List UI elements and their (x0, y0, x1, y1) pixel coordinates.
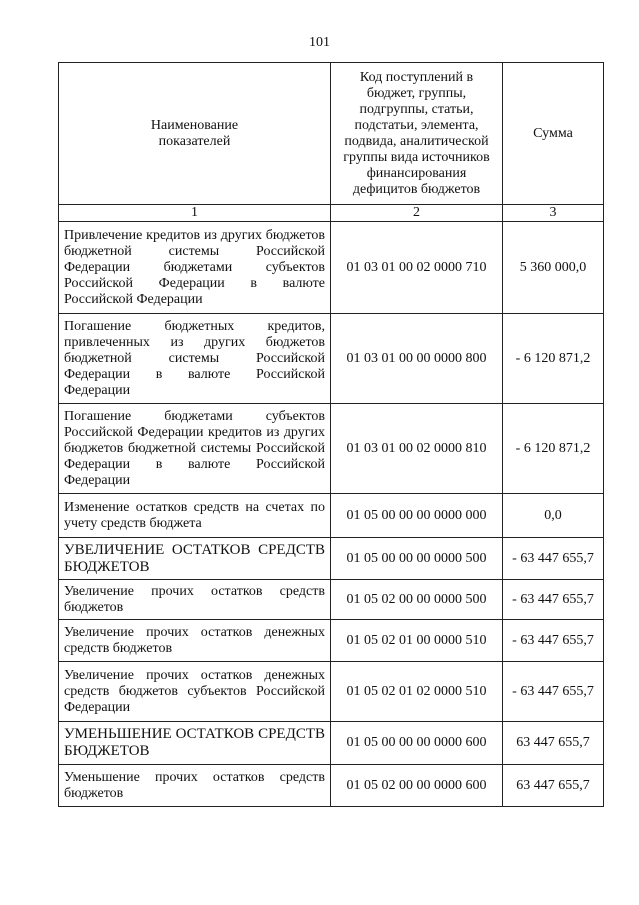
row-code: 01 05 00 00 00 0000 000 (331, 494, 503, 538)
row-sum: - 63 447 655,7 (503, 538, 604, 580)
row-code: 01 05 02 01 02 0000 510 (331, 662, 503, 722)
table-row (59, 404, 604, 494)
row-sum: - 6 120 871,2 (503, 314, 604, 404)
table-row (59, 222, 604, 314)
column-header-code: Код поступлений в бюджет, группы, подгруппы, статьи, подстатьи, элемента, подвида, аналитической группы вида источников финансирования дефицитов бюджетов (331, 63, 503, 205)
table-row (59, 580, 604, 620)
page-number: 101 (309, 35, 330, 50)
row-code: 01 03 01 00 02 0000 810 (331, 404, 503, 494)
row-name: Увеличение прочих остатков денежных средств бюджетов (59, 620, 331, 662)
row-code: 01 03 01 00 00 0000 800 (331, 314, 503, 404)
table-row (59, 314, 604, 404)
row-name: Увеличение прочих остатков средств бюджетов (59, 580, 331, 620)
row-sum: 63 447 655,7 (503, 765, 604, 807)
row-name: Увеличение прочих остатков денежных средств бюджетов субъектов Российской Федерации (59, 662, 331, 722)
row-name: Изменение остатков средств на счетах по учету средств бюджета (59, 494, 331, 538)
row-sum: - 6 120 871,2 (503, 404, 604, 494)
table-row (59, 722, 604, 765)
row-sum: - 63 447 655,7 (503, 580, 604, 620)
table-row (59, 538, 604, 580)
row-code: 01 05 02 00 00 0000 500 (331, 580, 503, 620)
table-row (59, 494, 604, 538)
column-header-name (59, 63, 331, 205)
row-name: Привлечение кредитов из других бюджетов бюджетной системы Российской Федерации бюджетами субъектов Российской Федерации в валюте Российской Федерации (59, 222, 331, 314)
row-name: УМЕНЬШЕНИЕ ОСТАТКОВ СРЕДСТВ БЮДЖЕТОВ (59, 722, 331, 765)
row-name: Погашение бюджетных кредитов, привлеченных из других бюджетов бюджетной системы Российской Федерации в валюте Российской Федерации (59, 314, 331, 404)
row-sum: - 63 447 655,7 (503, 620, 604, 662)
row-sum: - 63 447 655,7 (503, 662, 604, 722)
budget-sources-table (58, 62, 604, 807)
row-code: 01 03 01 00 02 0000 710 (331, 222, 503, 314)
row-code: 01 05 00 00 00 0000 500 (331, 538, 503, 580)
column-index-2: 2 (331, 205, 503, 222)
row-sum: 63 447 655,7 (503, 722, 604, 765)
table-header-row (59, 63, 604, 205)
row-sum: 5 360 000,0 (503, 222, 604, 314)
table-row (59, 620, 604, 662)
column-index-3: 3 (503, 205, 604, 222)
column-index-row (59, 205, 604, 222)
column-header-name-text: Наименование показателей (150, 117, 239, 149)
row-code: 01 05 02 01 00 0000 510 (331, 620, 503, 662)
row-name: Уменьшение прочих остатков средств бюджетов (59, 765, 331, 807)
column-header-sum: Сумма (503, 63, 604, 205)
table-row (59, 765, 604, 807)
row-code: 01 05 00 00 00 0000 600 (331, 722, 503, 765)
column-index-1: 1 (59, 205, 331, 222)
table-row (59, 662, 604, 722)
row-name: УВЕЛИЧЕНИЕ ОСТАТКОВ СРЕДСТВ БЮДЖЕТОВ (59, 538, 331, 580)
row-name: Погашение бюджетами субъектов Российской Федерации кредитов из других бюджетов бюджетной системы Российской Федерации в валюте Российской Федерации (59, 404, 331, 494)
row-code: 01 05 02 00 00 0000 600 (331, 765, 503, 807)
row-sum: 0,0 (503, 494, 604, 538)
